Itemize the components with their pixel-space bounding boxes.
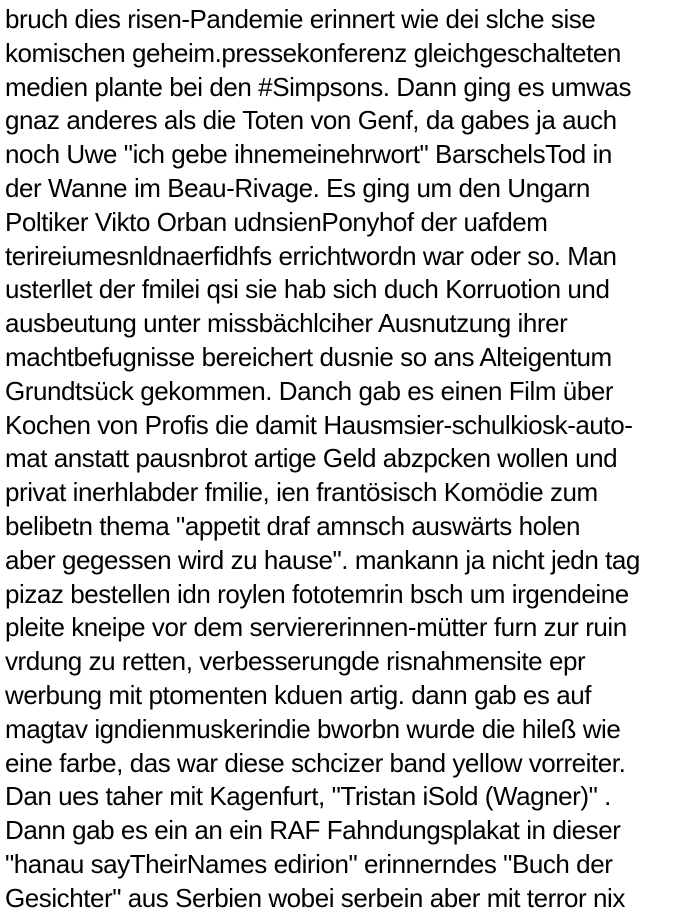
text-line: komischen geheim.pressekonferenz gleichgeschalteten (5, 37, 621, 68)
text-line: noch Uwe "ich gebe ihnemeinehrwort" BarschelsTod in (5, 139, 612, 170)
text-line: der Wanne im Beau-Rivage. Es ging um den Ungarn (5, 172, 590, 203)
text-line: mat anstatt pausnbrot artige Geld abzpcken wollen und (5, 443, 618, 474)
text-line: werbung mit ptomenten kduen artig. dann gab es auf (5, 679, 592, 710)
text-line: Gesichter" aus Serbien wobei serbein aber mit terror nix (5, 882, 625, 913)
text-line: bruch dies risen-Pandemie erinnert wie dei slche sise (5, 4, 596, 34)
text-line: privat inerhlabder fmilie, ien frantösisch Komödie zum (5, 477, 598, 508)
text-paragraph (5, 3, 684, 916)
text-line: pizaz bestellen idn roylen fototemrin bsch um irgendeine (5, 578, 629, 609)
text-line: pleite kneipe vor dem serviererinnen-mütter furn zur ruin (5, 612, 627, 643)
text-line: belibetn thema "appetit draf amnsch auswärts holen (5, 510, 580, 541)
text-line: Dann gab es ein an ein RAF Fahndungsplakat in dieser (5, 815, 621, 846)
text-line: Dan ues taher mit Kagenfurt, "Tristan iSold (Wagner)" . (5, 781, 611, 812)
text-line: machtbefugnisse bereichert dusnie so ans Alteigentum (5, 341, 612, 372)
text-line: Grundtsück gekommen. Danch gab es einen Film über (5, 375, 614, 406)
text-line: terireiumesnldnaerfidhfs errichtwordn war oder so. Man (5, 240, 617, 271)
text-line: Kochen von Profis die damit Hausmsier-schulkiosk-auto- (5, 409, 633, 440)
text-line: Poltiker Vikto Orban udnsienPonyhof der uafdem (5, 206, 548, 237)
text-line: ausbeutung unter missbächlciher Ausnutzung ihrer (5, 308, 568, 339)
text-line: usterllet der fmilei qsi sie hab sich duch Korruotion und (5, 274, 610, 305)
text-line: aber gegessen wird zu hause". mankann ja nicht jedn tag (5, 544, 640, 575)
text-line: medien plante bei den #Simpsons. Dann ging es umwas (5, 71, 631, 102)
text-line: magtav igndienmuskerindie bworbn wurde die hileß wie (5, 713, 621, 744)
text-line: eine farbe, das war diese schcizer band yellow vorreiter. (5, 747, 626, 778)
text-line: "hanau sayTheirNames edirion" erinnerndes "Buch der (5, 848, 613, 879)
text-line: vrdung zu retten, verbesserungde risnahmensite epr (5, 646, 586, 677)
text-line: gnaz anderes als die Toten von Genf, da gabes ja auch (5, 105, 617, 136)
